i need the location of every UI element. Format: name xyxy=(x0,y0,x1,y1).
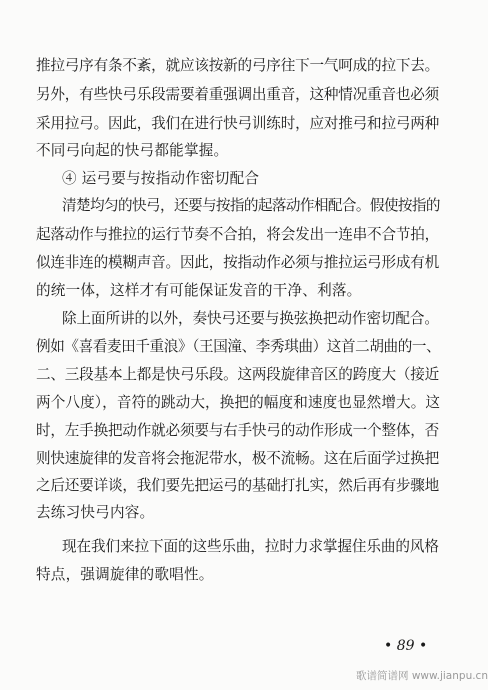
text-line: 去练习快弓内容。 xyxy=(36,504,155,521)
text-line: 二、三段基本上都是快弓乐段。这两段旋律音区的跨度大（接近 xyxy=(36,366,440,383)
text-line: 例如《喜看麦田千重浪》（王国潼、李秀琪曲）这首二胡曲的一、 xyxy=(36,338,441,355)
watermark: 歌谱简谱网 www.jianpu.cn xyxy=(356,670,488,682)
text-line: 时，左手换把动作就必须要与右手快弓的动作形成一个整体，否 xyxy=(36,422,440,439)
text-line: 的统一体，这样才有可能保证发音的干净、利落。 xyxy=(36,282,362,299)
text-line: 之后还要详谈，我们要先把运弓的基础打扎实，然后再有步骤地 xyxy=(36,477,440,494)
page-number: • 89 • xyxy=(384,638,428,654)
text-line: 清楚均匀的快弓，还要与按指的起落动作相配合。假使按指的 xyxy=(62,197,440,214)
text-line: 特点，强调旋律的歌唱性。 xyxy=(36,566,214,583)
text-line: 似连非连的模糊声音。因此，按指动作必须与推拉运弓形成有机 xyxy=(36,254,440,271)
text-line: 除上面所讲的以外，奏快弓还要与换弦换把动作密切配合。 xyxy=(62,310,439,327)
text-line: 两个八度），音符的跳动大，换把的幅度和速度也显然增大。这 xyxy=(36,394,441,411)
text-line: 起落动作与推拉的运行节奏不合拍，将会发出一连串不合节拍， xyxy=(36,226,440,243)
text-line: 现在我们来拉下面的这些乐曲，拉时力求掌握住乐曲的风格 xyxy=(62,538,439,555)
text-line: 则快速旋律的发音将会拖泥带水，极不流畅。这在后面学过换把 xyxy=(36,450,440,467)
section-heading: ④ 运弓要与按指动作密切配合 xyxy=(62,170,260,187)
text-line: 采用拉弓。因此，我们在进行快弓训练时，应对推弓和拉弓两种 xyxy=(36,115,440,132)
text-line: 推拉弓序有条不紊，就应该按新的弓序往下一气呵成的拉下去。 xyxy=(36,57,440,74)
text-line: 另外，有些快弓乐段需要着重强调出重音，这种情况重音也必须 xyxy=(36,86,440,103)
text-line: 不同弓向起的快弓都能掌握。 xyxy=(36,142,229,159)
